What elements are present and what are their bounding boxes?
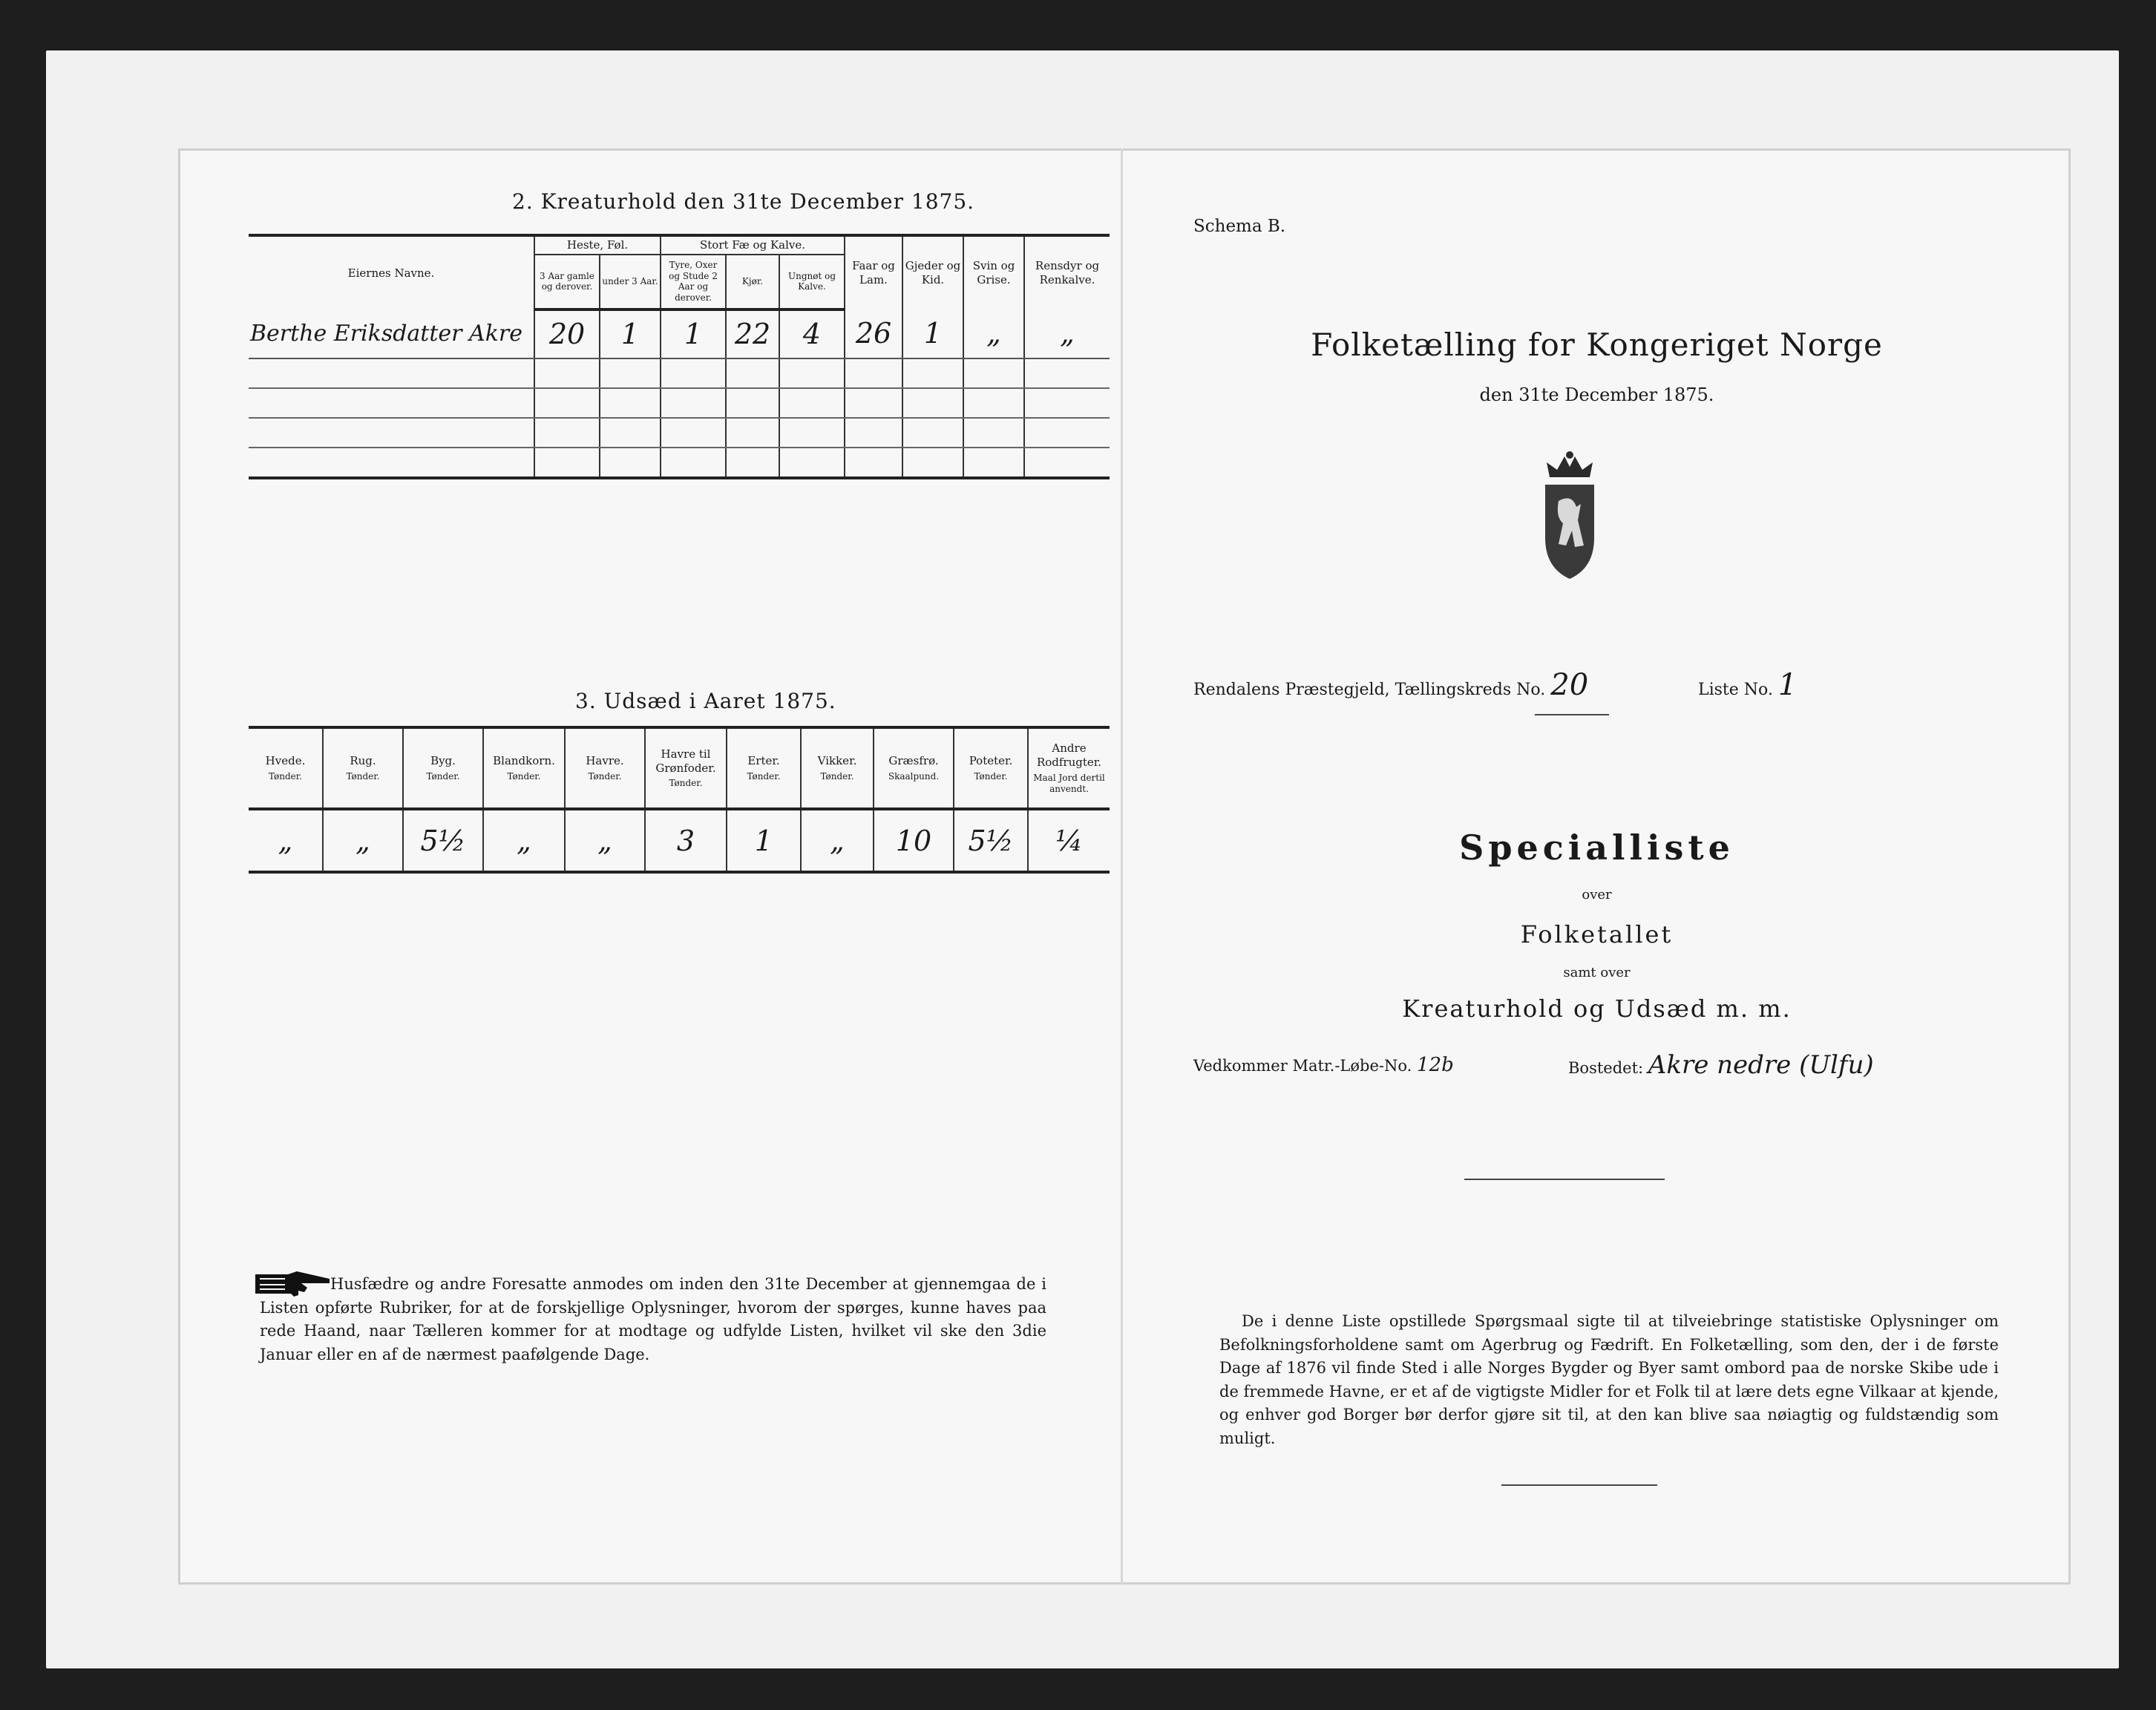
bosted-line [1568,1050,1874,1080]
district-number: 20 [1550,668,1589,702]
seed-col-unit: Tønder. [426,770,460,782]
right-page [1123,148,2071,1585]
seed-col-name: Byg. [430,754,456,768]
col-owner: Eiernes Navne. [249,235,534,309]
seed-cell: 3 [645,809,727,872]
seed-cell: 10 [874,809,954,872]
seed-col-name: Poteter. [969,754,1013,768]
seed-col-unit: Tønder. [669,778,703,789]
list-label: Liste No. [1698,681,1773,699]
list-line [1698,668,1797,702]
seed-cell: „ [801,809,874,872]
matr-label: Vedkommer Matr.-Løbe-No. [1193,1057,1412,1075]
seed-col-name: Havre til Grønfoder. [655,747,716,775]
livestock-table [249,234,1110,479]
seed-col-name: Erter. [747,754,780,768]
col-cattle-bulls: Tyre, Oxer og Stude 2 Aar og derover. [661,255,726,309]
seed-cell: „ [323,809,403,872]
seed-col-header [727,727,801,809]
seed-cell: „ [565,809,645,872]
seed-col-unit: Skaalpund. [888,770,940,782]
seed-col-name: Rug. [350,754,376,768]
seed-row [249,809,1110,872]
seed-col-header [874,727,954,809]
table-row [249,448,1110,478]
cell-cattle-bulls: 1 [661,309,726,358]
seed-col-name: Græsfrø. [888,754,939,768]
seed-col-header [1028,727,1110,809]
over-label: over [1582,887,1612,902]
seed-col-unit: Tønder. [268,770,303,782]
section-3-title: 3. Udsæd i Aaret 1875. [575,689,836,713]
folketallet-label: Folketallet [1520,920,1674,949]
col-sheep: Faar og Lam. [845,235,902,309]
seed-col-header [801,727,874,809]
seed-col-header [645,727,727,809]
seed-cell: ¼ [1028,809,1110,872]
seed-cell: 1 [727,809,801,872]
left-page [178,148,1121,1585]
livestock-row [249,309,1110,358]
table-row [249,358,1110,388]
cell-horses-old: 20 [534,309,600,358]
seed-cell: 5½ [403,809,483,872]
cell-sheep: 26 [845,309,902,358]
divider [1501,1484,1657,1486]
seed-col-header [403,727,483,809]
col-pigs: Svin og Grise. [963,235,1024,309]
district-label: Rendalens Præstegjeld, Tællingskreds No. [1193,681,1546,699]
seed-cell: „ [249,809,323,872]
cell-horses-young: 1 [600,309,661,358]
seed-col-header [954,727,1028,809]
matr-number: 12b [1416,1054,1454,1076]
seed-col-unit: Tønder. [747,770,781,782]
col-reindeer: Rensdyr og Renkalve. [1024,235,1110,309]
cell-cattle-cows: 22 [726,309,779,358]
footer-explanation: De i denne Liste opstillede Spørgsmaal sigte til at tilveiebringe statistiske Oplysninger om Befolkningsforholdene samt om Agerbrug og Fædrift. En Folketælling, som den, der i de første Dage af 1876 vil finde Sted i alle Norges Bygder og Byer samt ombord paa de norske Skibe ude i de fremmede Havne, er et af de vigtigste Midler for et Folk til at lære dets egne Vilkaar at kjende, og enhver god Borger bør derfor gjøre sit til, at den kan blive saa nøiagtig og fuldstændig som muligt. [1219,1312,1999,1447]
bosted-value: Akre nedre (Ulfu) [1648,1050,1874,1080]
seed-cell: 5½ [954,809,1028,872]
seed-col-header [323,727,403,809]
cell-cattle-young: 4 [779,309,845,358]
seed-col-header [483,727,565,809]
seed-col-name: Andre Rodfrugter. [1036,741,1102,769]
district-line [1193,668,1588,702]
seed-col-name: Vikker. [817,754,857,768]
col-cattle-cows: Kjør. [726,255,779,309]
document-title: Folketælling for Kongeriget Norge [1311,327,1883,363]
col-cattle: Stort Fæ og Kalve. [661,235,845,255]
table-row [249,418,1110,448]
seed-col-name: Havre. [586,754,624,768]
schema-label: Schema B. [1193,217,1286,236]
seed-col-unit: Tønder. [346,770,380,782]
col-cattle-young: Ungnøt og Kalve. [779,255,845,309]
seed-col-unit: Tønder. [820,770,854,782]
seed-col-unit: Maal Jord dertil anvendt. [1033,772,1105,794]
divider [1464,1179,1665,1180]
divider [1535,714,1609,715]
seed-col-unit: Tønder. [588,770,622,782]
kreaturhold-label: Kreaturhold og Udsæd m. m. [1402,995,1792,1023]
norway-coat-of-arms-icon [1529,449,1611,583]
section-2-title: 2. Kreaturhold den 31te December 1875. [512,189,975,214]
seed-cell: „ [483,809,565,872]
matr-line [1193,1054,1454,1076]
seed-col-name: Blandkorn. [493,754,555,768]
instructions-notice: Husfædre og andre Foresatte anmodes om inden den 31te December at gjennemgaa de i Listen opførte Rubriker, for at de forskjellige Oplysninger, hvorom der spørges, kunne haves paa rede Haand, naar Tælleren kommer for at modtage og udfylde Listen, hvilket vil ske den 3die Januar eller en af de nærmest paafølgende Dage. [260,1275,1046,1363]
samt-over-label: samt over [1563,965,1631,980]
col-horses: Heste, Føl. [534,235,661,255]
col-horses-young: under 3 Aar. [600,255,661,309]
seed-col-unit: Tønder. [974,770,1008,782]
col-goats: Gjeder og Kid. [902,235,963,309]
specialliste-heading: Specialliste [1459,828,1734,868]
col-horses-old: 3 Aar gamle og derover. [534,255,600,309]
owner-name: Berthe Eriksdatter Akre [249,309,534,358]
seed-col-unit: Tønder. [507,770,541,782]
seed-col-name: Hvede. [265,754,306,768]
seed-col-header [249,727,323,809]
list-number: 1 [1777,668,1798,702]
cell-goats: 1 [902,309,963,358]
cell-reindeer: „ [1024,309,1110,358]
table-row [249,388,1110,418]
document-date: den 31te December 1875. [1479,384,1714,405]
cell-pigs: „ [963,309,1024,358]
seed-col-header [565,727,645,809]
bosted-label: Bostedet: [1568,1059,1644,1077]
seed-table [249,726,1110,874]
